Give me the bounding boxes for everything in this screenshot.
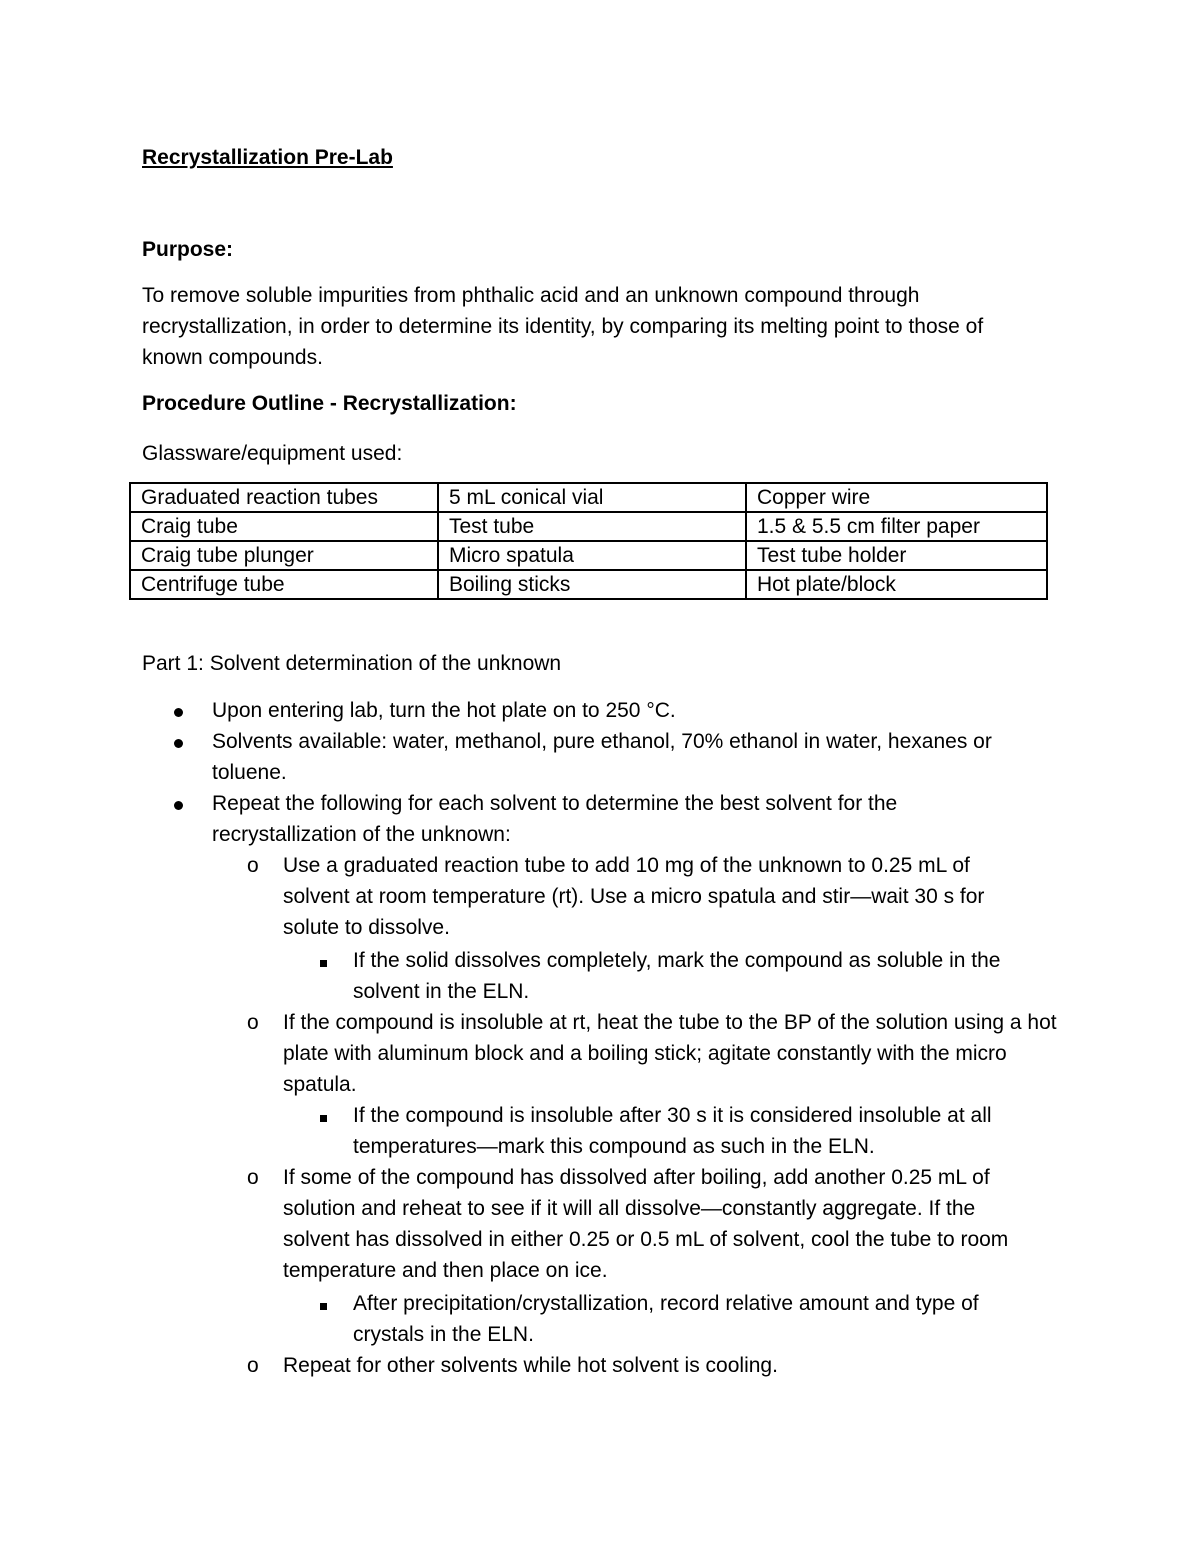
procedure-heading: Procedure Outline - Recrystallization: <box>142 392 517 415</box>
document-title: Recrystallization Pre-Lab <box>142 146 393 169</box>
bullet-dot-icon <box>174 726 183 757</box>
table-row <box>130 483 1047 512</box>
bullet-square-icon <box>320 945 327 976</box>
bullet-circle-icon: o <box>247 1011 259 1034</box>
list-item: If the compound is insoluble after 30 s it is considered insoluble at all temperatures—mark this compound as such in the ELN. <box>353 1104 992 1158</box>
bullet-square-icon <box>320 1288 327 1319</box>
table-row <box>130 541 1047 570</box>
list-item: If some of the compound has dissolved after boiling, add another 0.25 mL of solution and reheat to see if it will all dissolve—constantly aggregate. If the solvent has dissolved in either 0.25 or 0.5 mL of solvent, cool the tube to room temperature and then place on ice. <box>283 1166 1009 1282</box>
table-cell: Copper wire <box>746 483 1047 512</box>
list-item: Repeat the following for each solvent to determine the best solvent for the recrystallization of the unknown: <box>212 792 898 846</box>
table-row <box>130 570 1047 599</box>
bullet-circle-icon: o <box>247 854 259 877</box>
table-cell: Craig tube plunger <box>130 541 438 570</box>
glassware-label: Glassware/equipment used: <box>142 442 403 465</box>
list-item: After precipitation/crystallization, record relative amount and type of crystals in the ELN. <box>353 1292 979 1346</box>
bullet-dot-icon <box>174 788 183 819</box>
table-cell: Centrifuge tube <box>130 570 438 599</box>
table-cell: Test tube holder <box>746 541 1047 570</box>
list-item: If the compound is insoluble at rt, heat the tube to the BP of the solution using a hot plate with aluminum block and a boiling stick; agitate constantly with the micro spatula. <box>283 1011 1057 1096</box>
table-cell: Test tube <box>438 512 746 541</box>
purpose-text: To remove soluble impurities from phthalic acid and an unknown compound through recrystallization, in order to determine its identity, by comparing its melting point to those of known compounds. <box>142 284 984 369</box>
equipment-table <box>129 482 1048 600</box>
table-cell: Boiling sticks <box>438 570 746 599</box>
table-cell: Micro spatula <box>438 541 746 570</box>
list-item: Upon entering lab, turn the hot plate on to 250 °C. <box>212 699 676 722</box>
list-item: Solvents available: water, methanol, pure ethanol, 70% ethanol in water, hexanes or toluene. <box>212 730 992 784</box>
bullet-square-icon <box>320 1100 327 1131</box>
list-item: Repeat for other solvents while hot solvent is cooling. <box>283 1354 778 1377</box>
table-cell: 1.5 & 5.5 cm filter paper <box>746 512 1047 541</box>
table-row <box>130 512 1047 541</box>
bullet-circle-icon: o <box>247 1166 259 1189</box>
table-cell: 5 mL conical vial <box>438 483 746 512</box>
purpose-heading: Purpose: <box>142 238 234 261</box>
table-cell: Graduated reaction tubes <box>130 483 438 512</box>
list-item: If the solid dissolves completely, mark the compound as soluble in the solvent in the ELN. <box>353 949 1001 1003</box>
table-cell: Hot plate/block <box>746 570 1047 599</box>
list-item: Use a graduated reaction tube to add 10 mg of the unknown to 0.25 mL of solvent at room temperature (rt). Use a micro spatula and stir—wait 30 s for solute to dissolve. <box>283 854 985 939</box>
bullet-circle-icon: o <box>247 1354 259 1377</box>
bullet-dot-icon <box>174 695 183 726</box>
table-cell: Craig tube <box>130 512 438 541</box>
part1-heading: Part 1: Solvent determination of the unknown <box>142 652 562 675</box>
